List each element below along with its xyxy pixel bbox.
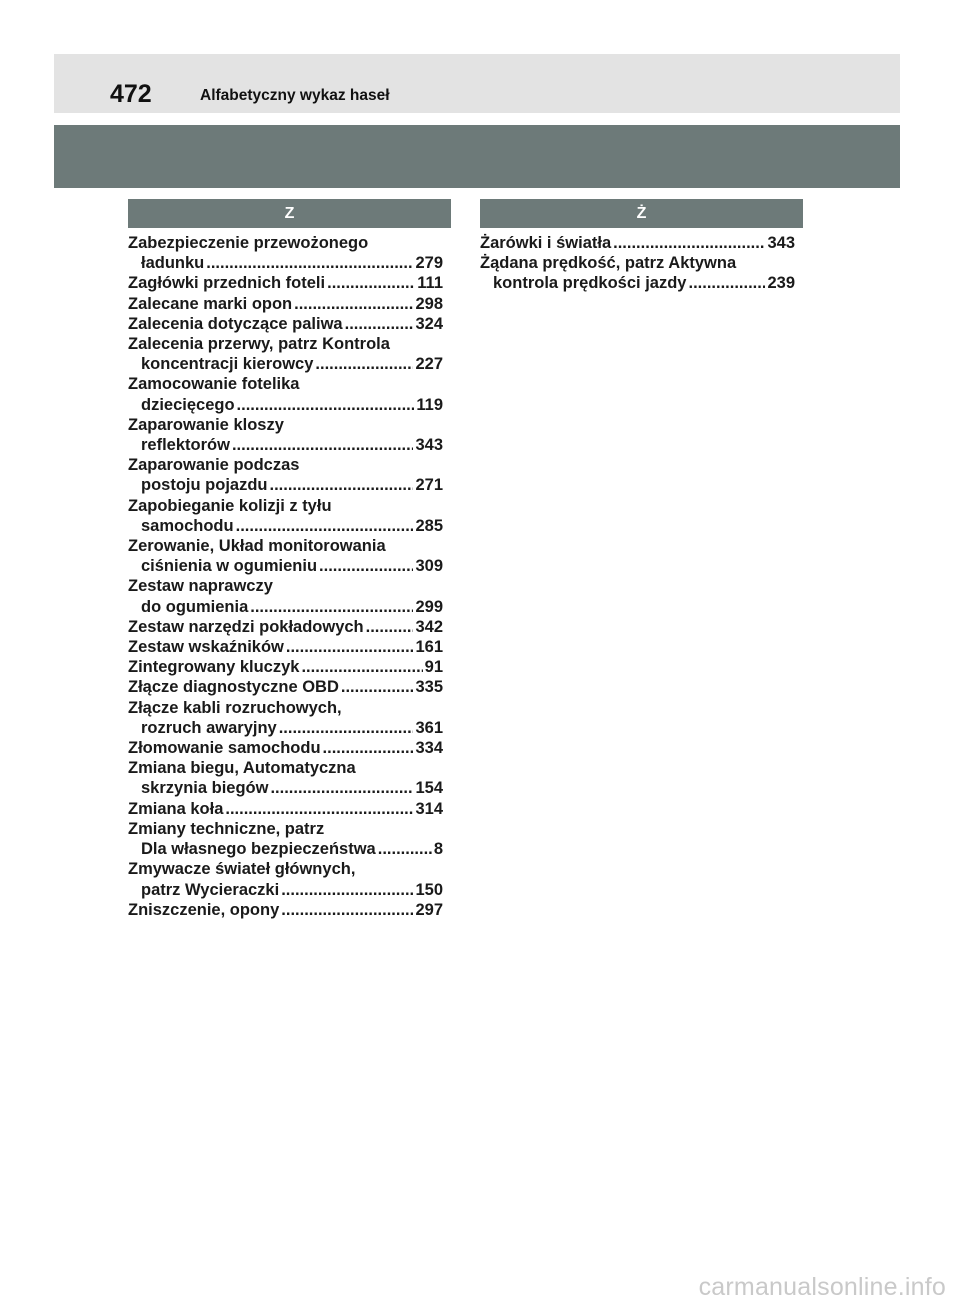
index-entry-text: Zabezpieczenie przewożonego: [128, 234, 369, 252]
entry-list-z: [128, 233, 451, 920]
index-entry-text: rozruch awaryjny: [141, 718, 277, 737]
index-column-z-dot: [480, 199, 803, 294]
index-entry: [128, 536, 443, 576]
dot-leader: [279, 718, 414, 738]
index-entry: [128, 799, 443, 819]
index-entry: [128, 738, 443, 758]
dot-leader: [378, 839, 432, 859]
dot-leader: [319, 556, 413, 576]
index-entry-text: Zamocowanie fotelika: [128, 375, 300, 394]
page-reference: 154: [415, 779, 443, 798]
index-entry-text: Dla własnego bezpieczeństwa: [141, 840, 376, 859]
dot-leader: [206, 253, 413, 273]
index-entry-text: Zaparowanie kloszy: [128, 415, 284, 434]
index-entry: [128, 900, 443, 920]
dot-leader: [237, 395, 415, 415]
dot-leader: [323, 738, 414, 758]
page-reference: 8: [433, 840, 443, 859]
index-entry: [128, 314, 443, 334]
dot-leader: [345, 314, 414, 334]
index-entry-text: postoju pojazdu: [141, 476, 268, 495]
dot-leader: [613, 233, 765, 253]
index-entry-text: Zalecane marki opon: [128, 294, 293, 313]
index-entry-text: skrzynia biegów: [141, 779, 269, 798]
dot-leader: [688, 273, 765, 293]
index-entry-text: Złącze kabli rozruchowych,: [128, 698, 342, 717]
index-entry-text: reflektorów: [141, 436, 230, 455]
page-reference: 297: [415, 900, 443, 919]
index-entry-text: Zalecenia przerwy, patrz Kontrola: [128, 335, 390, 354]
index-entry-text: Zestaw wskaźników: [128, 638, 284, 657]
dot-leader: [236, 516, 414, 536]
index-entry-text: Zmywacze świateł głównych,: [128, 860, 356, 879]
index-entry: [128, 233, 443, 273]
index-entry-text: Zintegrowany kluczyk: [128, 658, 300, 677]
index-entry-text: Zaparowanie podczas: [128, 456, 300, 475]
page-reference: 279: [415, 254, 443, 273]
page-reference: 298: [415, 294, 443, 313]
section-heading-z-dot: Ż: [480, 199, 803, 228]
page-header: [54, 54, 900, 113]
index-entry: [128, 294, 443, 314]
page-reference: 324: [415, 314, 443, 333]
index-column-z: [128, 199, 451, 920]
page-reference: 299: [415, 597, 443, 616]
index-entry-text: Zagłówki przednich foteli: [128, 274, 326, 293]
page-reference: 314: [415, 799, 443, 818]
header-title: Alfabetyczny wykaz haseł: [200, 87, 390, 104]
page-reference: 361: [415, 718, 443, 737]
dot-leader: [327, 273, 415, 293]
index-entry-text: Zerowanie, Układ monitorowania: [128, 537, 386, 556]
index-entry-text: Złomowanie samochodu: [128, 739, 321, 758]
index-entry-text: patrz Wycieraczki: [141, 880, 280, 899]
dot-leader: [269, 475, 413, 495]
index-entry: [128, 677, 443, 697]
index-entry-text: Zmiana koła: [128, 799, 224, 818]
index-entry-text: Zniszczenie, opony: [128, 900, 280, 919]
index-entry: [128, 819, 443, 859]
page-reference: 335: [415, 678, 443, 697]
index-entry-text: do ogumienia: [141, 597, 249, 616]
page-reference: 309: [415, 557, 443, 576]
page-reference: 239: [767, 274, 795, 293]
index-entry: [128, 637, 443, 657]
index-entry-text: Zalecenia dotyczące paliwa: [128, 314, 343, 333]
index-entry-text: Żarówki i światła: [480, 234, 612, 252]
index-entry-text: Zestaw narzędzi pokładowych: [128, 617, 364, 636]
section-heading-z: Z: [128, 199, 451, 228]
index-entry-text: ciśnienia w ogumieniu: [141, 557, 318, 576]
index-entry: [128, 617, 443, 637]
page-reference: 161: [415, 638, 443, 657]
page-reference: 343: [415, 436, 443, 455]
page-reference: 342: [415, 617, 443, 636]
index-entry: [128, 859, 443, 899]
index-entry: [128, 415, 443, 455]
dot-leader: [250, 597, 413, 617]
index-entry: [128, 698, 443, 738]
header-band: [54, 125, 900, 188]
index-entry: [128, 496, 443, 536]
page-reference: 227: [415, 355, 443, 374]
index-entry: [480, 233, 795, 253]
page-reference: 111: [417, 274, 443, 293]
page-number: 472: [110, 80, 152, 108]
index-entry-text: Zestaw naprawczy: [128, 577, 273, 596]
dot-leader: [281, 900, 413, 920]
page-reference: 285: [415, 516, 443, 535]
dot-leader: [366, 617, 414, 637]
index-entry-text: ładunku: [141, 254, 205, 273]
page-reference: 91: [424, 658, 443, 677]
index-entry: [128, 374, 443, 414]
dot-leader: [341, 677, 414, 697]
index-entry-text: Żądana prędkość, patrz Aktywna: [480, 254, 737, 273]
page-reference: 271: [415, 476, 443, 495]
page-reference: 150: [415, 880, 443, 899]
index-entry: [128, 657, 443, 677]
page-reference: 119: [416, 395, 443, 414]
dot-leader: [315, 354, 413, 374]
index-entry: [128, 334, 443, 374]
page-reference: 343: [767, 234, 795, 252]
index-entry-text: Złącze diagnostyczne OBD: [128, 678, 339, 697]
index-entry: [128, 576, 443, 616]
watermark: carmanualsonline.info: [698, 1273, 946, 1301]
index-entry: [128, 273, 443, 293]
dot-leader: [294, 294, 413, 314]
index-entry: [128, 758, 443, 798]
index-entry-text: koncentracji kierowcy: [141, 355, 314, 374]
page-reference: 334: [415, 739, 443, 758]
index-entry-text: Zapobieganie kolizji z tyłu: [128, 496, 332, 515]
dot-leader: [286, 637, 414, 657]
index-entry-text: kontrola prędkości jazdy: [493, 274, 687, 293]
dot-leader: [270, 778, 413, 798]
dot-leader: [232, 435, 414, 455]
dot-leader: [225, 799, 413, 819]
index-entry: [480, 253, 795, 293]
index-entry-text: dziecięcego: [141, 395, 235, 414]
dot-leader: [281, 880, 413, 900]
dot-leader: [301, 657, 422, 677]
index-entry-text: Zmiana biegu, Automatyczna: [128, 759, 356, 778]
entry-list-z-dot: [480, 233, 803, 294]
index-entry-text: samochodu: [141, 516, 234, 535]
index-entry: [128, 455, 443, 495]
index-entry-text: Zmiany techniczne, patrz: [128, 819, 325, 838]
